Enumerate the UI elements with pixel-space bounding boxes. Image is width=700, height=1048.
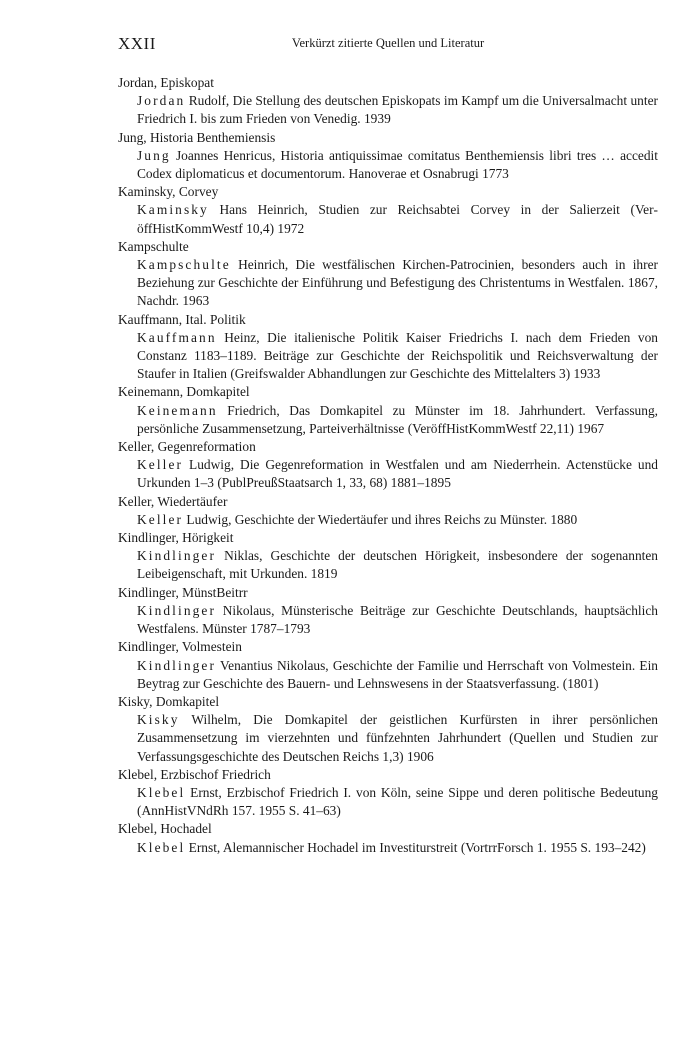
bibliography-entry	[118, 820, 658, 856]
entry-short-title: Kauffmann, Ital. Politik	[118, 311, 246, 327]
entry-text: Heinz, Die italienische Politik Kaiser Friedrichs I. nach dem Frieden von Constanz 1183–1189. Beiträge zur Geschichte der Reichspolitik und Reichsverwaltung der Staufer in Italien (Greifswalder Abhandlungen zur Geschichte des Mittelalters 3) 1933	[137, 329, 658, 382]
entry-citation	[137, 657, 658, 693]
entry-text: Niklas, Geschichte der deutschen Hörigkeit, insbesondere der sogenannten Leibeigenschaft, mit Urkunden. 1819	[137, 548, 658, 582]
entry-author: Kindlinger	[137, 657, 217, 673]
page-number: XXII	[118, 34, 156, 53]
entry-short-title: Keinemann, Domkapitel	[118, 384, 250, 400]
entry-short-title: Kaminsky, Corvey	[118, 184, 219, 200]
entry-citation	[137, 147, 658, 183]
bibliography-entry	[118, 529, 658, 584]
entry-citation	[137, 92, 658, 128]
entry-citation	[137, 784, 658, 820]
entry-author: Kindlinger	[137, 602, 217, 618]
bibliography-entry	[118, 383, 658, 438]
entry-short-title: Kampschulte	[118, 238, 189, 254]
entry-author: Keinemann	[137, 402, 218, 418]
entry-text: Rudolf, Die Stellung des deutschen Episkopats im Kampf um die Universalmacht unter Friedrich I. bis zum Frieden von Venedig. 1939	[137, 93, 658, 127]
entry-author: Kisky	[137, 712, 180, 728]
bibliography-entry	[118, 584, 658, 639]
bibliography-entry	[118, 438, 658, 493]
entry-citation	[137, 839, 658, 857]
entry-citation	[137, 602, 658, 638]
bibliography-entry	[118, 493, 658, 529]
entry-text: Joannes Henricus, Historia antiquissimae comitatus Benthemiensis libri tres … accedit Codex diplomaticus et documentorum. Hanoverae et Osnabrugi 1773	[137, 147, 658, 182]
entry-short-title: Klebel, Erzbischof Friedrich	[118, 766, 271, 782]
entry-text: Heinrich, Die westfälischen Kirchen-Patrocinien, besonders auch in ihrer Beziehung zur Geschichte der Einführung und Befestigung des Christentums in Westfalen. 1867, Nachdr. 1963	[137, 257, 658, 309]
entry-author: Kauffmann	[137, 329, 217, 345]
entry-short-title: Kindlinger, MünstBeitrr	[118, 584, 248, 600]
running-title: Verkürzt zitierte Quellen und Literatur	[291, 36, 485, 50]
bibliography-entry	[118, 238, 658, 311]
entry-short-title: Klebel, Hochadel	[118, 821, 212, 837]
entry-short-title: Keller, Wiedertäufer	[118, 493, 228, 509]
entry-author: Kindlinger	[137, 548, 217, 564]
entry-author: Kaminsky	[137, 202, 209, 218]
entry-citation	[137, 201, 658, 237]
entry-citation	[137, 402, 658, 438]
entry-author: Kampschulte	[137, 257, 231, 273]
entry-short-title: Jung, Historia Benthemiensis	[118, 129, 276, 145]
running-head	[118, 34, 658, 58]
entry-citation	[137, 329, 658, 384]
entry-text: Wilhelm, Die Domkapitel der geistlichen Kurfürsten in ihrer persönlichen Zusammensetzung im vierzehnten und fünfzehnten Jahrhundert (Quellen und Studien zur Verfassungsgeschichte des Deutschen Reichs 1,3) 1906	[137, 712, 658, 764]
entry-text: Ernst, Erzbischof Friedrich I. von Köln, seine Sippe und deren politische Bedeutung (AnnHistVNdRh 157. 1955 S. 41–63)	[137, 784, 658, 819]
bibliography-entry	[118, 74, 658, 129]
entry-short-title: Kindlinger, Volmestein	[118, 639, 242, 655]
entry-author: Klebel	[137, 839, 186, 855]
entry-author: Jordan	[137, 93, 186, 109]
entry-text: Nikolaus, Münsterische Beiträge zur Geschichte Deutschlands, hauptsächlich Westfalens. Münster 1787–1793	[137, 602, 658, 637]
entry-author: Jung	[137, 147, 171, 163]
entry-text: Ludwig, Geschichte der Wiedertäufer und ihres Reichs zu Münster. 1880	[183, 511, 578, 527]
entry-author: Klebel	[137, 784, 186, 800]
entry-short-title: Kisky, Domkapitel	[118, 693, 220, 709]
bibliography-entry	[118, 183, 658, 238]
entry-citation	[137, 456, 658, 492]
entry-text: Friedrich, Das Domkapitel zu Münster im 18. Jahrhundert. Verfassung, persönliche Zusammensetzung, Parteiverhältnisse (VeröffHistKommWestf 22,11) 1967	[137, 402, 658, 436]
entry-text: Hans Heinrich, Studien zur Reichsabtei Corvey in der Salierzeit (VeröffHistKommWestf 10,4) 1972	[137, 202, 658, 236]
entry-short-title: Jordan, Episkopat	[118, 75, 214, 90]
bibliography-page	[118, 34, 658, 857]
entry-citation	[137, 547, 658, 583]
entry-short-title: Kindlinger, Hörigkeit	[118, 530, 234, 546]
entry-author: Keller	[137, 511, 184, 527]
entry-text: Ludwig, Die Gegenreformation in Westfalen und am Niederrhein. Actenstücke und Urkunden 1–3 (PublPreußStaatsarch 1, 33, 68) 1881–1895	[137, 457, 658, 491]
bibliography-entry	[118, 129, 658, 184]
entry-citation	[137, 711, 658, 766]
entry-citation	[137, 511, 658, 529]
entry-short-title: Keller, Gegenreformation	[118, 439, 256, 455]
bibliography-entry	[118, 311, 658, 384]
bibliography-entry	[118, 638, 658, 693]
bibliography-entry	[118, 766, 658, 821]
entry-text: Venantius Nikolaus, Geschichte der Familie und Herrschaft von Volmestein. Ein Beytrag zur Geschichte des Bauern- und Lehnswesens in der Staatsverfassung. (1801)	[137, 657, 658, 691]
entry-citation	[137, 256, 658, 311]
entry-text: Ernst, Alemannischer Hochadel im Investiturstreit (VortrrForsch 1. 1955 S. 193–242)	[185, 839, 646, 855]
bibliography-entry	[118, 693, 658, 766]
entry-author: Keller	[137, 457, 184, 473]
